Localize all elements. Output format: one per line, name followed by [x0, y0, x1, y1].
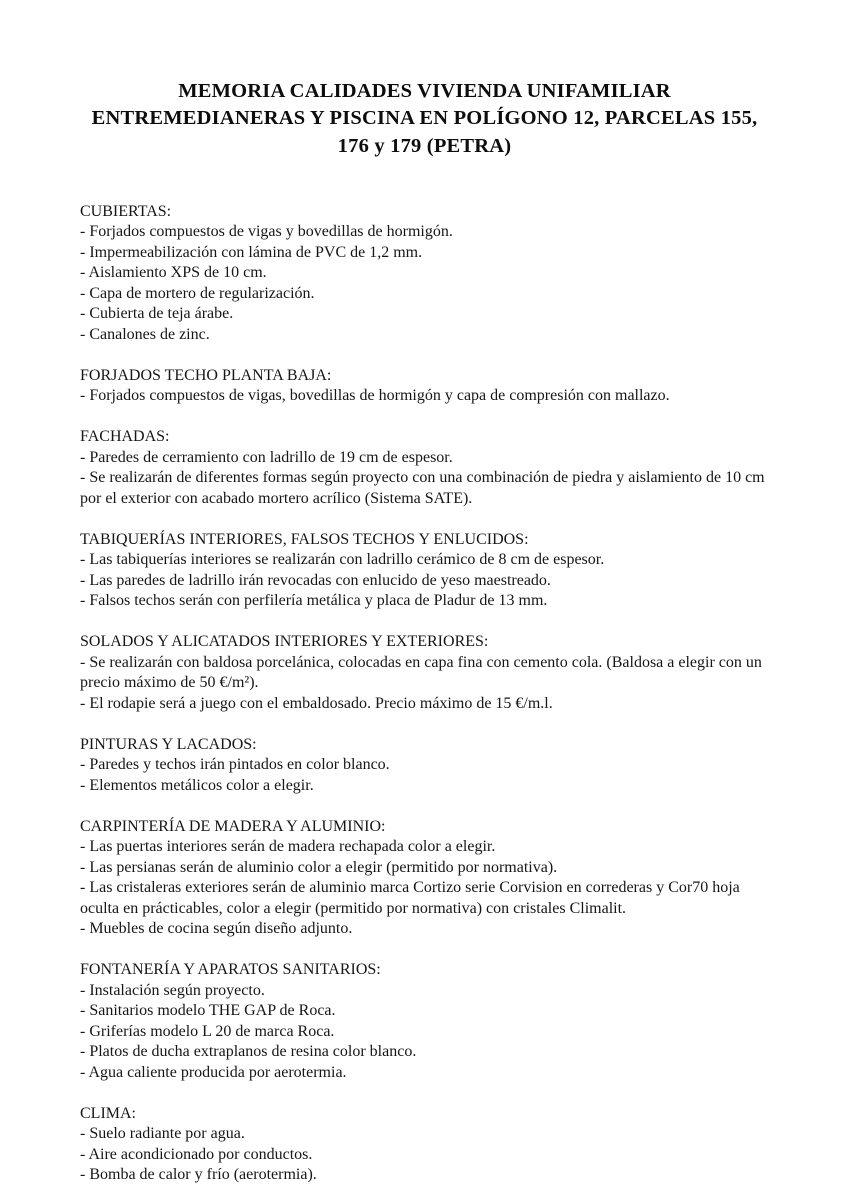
- spec-item: - Las persianas serán de aluminio color a elegir (permitido por normativa).: [80, 858, 558, 876]
- spec-section: [80, 366, 769, 407]
- section-heading: CLIMA:: [80, 1104, 136, 1122]
- spec-item: - Muebles de cocina según diseño adjunto.: [80, 920, 353, 938]
- spec-section: [80, 735, 769, 797]
- spec-item: - El rodapie será a juego con el embaldosado. Precio máximo de 15 €/m.l.: [80, 694, 553, 712]
- spec-item: - Las puertas interiores serán de madera rechapada color a elegir.: [80, 838, 496, 856]
- sections-container: [80, 202, 769, 1186]
- spec-section: [80, 1104, 769, 1186]
- section-heading: PINTURAS Y LACADOS:: [80, 735, 257, 753]
- section-heading: FONTANERÍA Y APARATOS SANITARIOS:: [80, 961, 381, 979]
- spec-item: - Aislamiento XPS de 10 cm.: [80, 264, 267, 282]
- spec-item: - Cubierta de teja árabe.: [80, 305, 234, 323]
- section-heading: FACHADAS:: [80, 428, 170, 446]
- spec-item: - Aire acondicionado por conductos.: [80, 1145, 313, 1163]
- spec-item: - Paredes y techos irán pintados en color blanco.: [80, 756, 390, 774]
- section-heading: CUBIERTAS:: [80, 202, 172, 220]
- spec-section: [80, 817, 769, 940]
- spec-item: - Elementos metálicos color a elegir.: [80, 776, 314, 794]
- spec-item: - Se realizarán con baldosa porcelánica, colocadas en capa fina con cemento cola. (Baldosa a elegir con un precio máximo de 50 €/m²).: [80, 653, 762, 692]
- spec-item: - Bomba de calor y frío (aerotermia).: [80, 1166, 317, 1184]
- spec-item: - Impermeabilización con lámina de PVC de 1,2 mm.: [80, 243, 423, 261]
- spec-item: - Platos de ducha extraplanos de resina color blanco.: [80, 1043, 417, 1061]
- spec-item: - Forjados compuestos de vigas, bovedillas de hormigón y capa de compresión con mallazo.: [80, 387, 670, 405]
- spec-item: - Se realizarán de diferentes formas según proyecto con una combinación de piedra y aislamiento de 10 cm por el exterior con acabado mortero acrílico (Sistema SATE).: [80, 469, 765, 507]
- spec-item: - Las cristaleras exteriores serán de aluminio marca Cortizo serie Corvision en correderas y Cor70 hoja oculta en prácticables, color a elegir (permitido por normativa) con cristales Climalit.: [80, 879, 740, 917]
- spec-section: [80, 427, 769, 509]
- spec-item: - Canalones de zinc.: [80, 325, 210, 343]
- spec-item: - Instalación según proyecto.: [80, 981, 265, 999]
- spec-section: [80, 530, 769, 612]
- spec-item: - Suelo radiante por agua.: [80, 1125, 245, 1143]
- spec-item: - Paredes de cerramiento con ladrillo de 19 cm de espesor.: [80, 448, 453, 466]
- spec-item: - Las paredes de ladrillo irán revocadas con enlucido de yeso maestreado.: [80, 571, 551, 589]
- section-heading: SOLADOS Y ALICATADOS INTERIORES Y EXTERIORES:: [80, 633, 489, 651]
- spec-item: - Falsos techos serán con perfilería metálica y placa de Pladur de 13 mm.: [80, 592, 548, 610]
- spec-item: - Capa de mortero de regularización.: [80, 284, 315, 302]
- document-title: MEMORIA CALIDADES VIVIENDA UNIFAMILIAR ENTREMEDIANERAS Y PISCINA EN POLÍGONO 12, PARCELAS 155, 176 y 179 (PETRA): [91, 80, 758, 157]
- spec-item: - Forjados compuestos de vigas y bovedillas de hormigón.: [80, 223, 453, 241]
- spec-item: - Sanitarios modelo THE GAP de Roca.: [80, 1002, 336, 1020]
- section-heading: CARPINTERÍA DE MADERA Y ALUMINIO:: [80, 817, 386, 835]
- spec-item: - Las tabiquerías interiores se realizarán con ladrillo cerámico de 8 cm de espesor.: [80, 551, 605, 569]
- spec-section: [80, 202, 769, 346]
- spec-item: - Agua caliente producida por aerotermia.: [80, 1063, 347, 1081]
- spec-section: [80, 960, 769, 1083]
- section-heading: FORJADOS TECHO PLANTA BAJA:: [80, 366, 332, 384]
- spec-item: - Griferías modelo L 20 de marca Roca.: [80, 1022, 335, 1040]
- section-heading: TABIQUERÍAS INTERIORES, FALSOS TECHOS Y ENLUCIDOS:: [80, 530, 529, 548]
- spec-section: [80, 632, 769, 714]
